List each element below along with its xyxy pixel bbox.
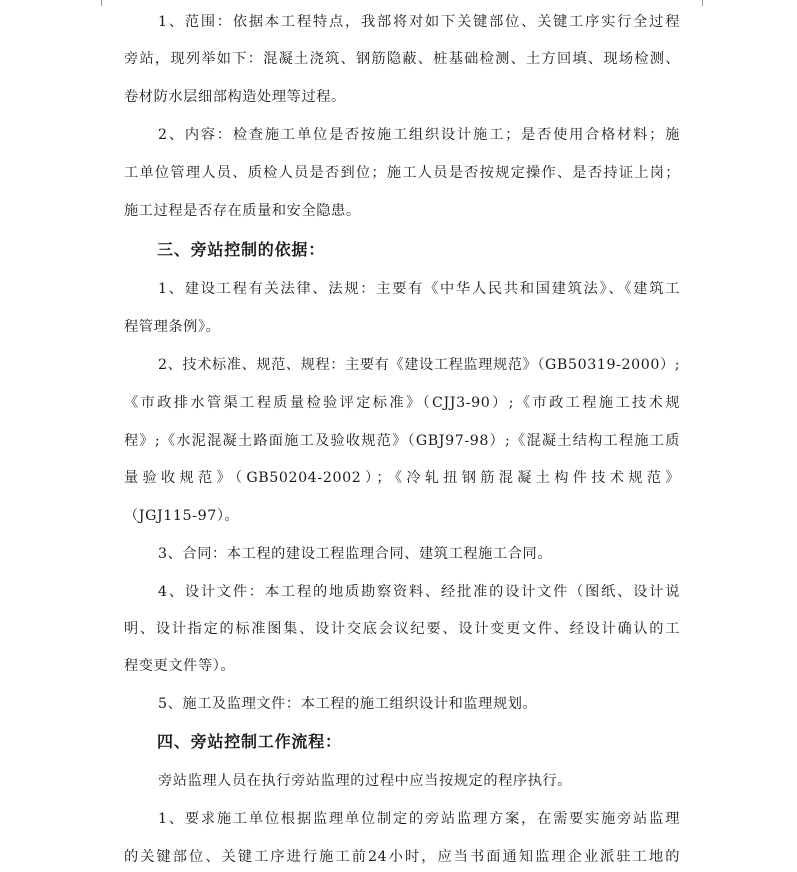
paragraph-line: 施工过程是否存在质量和安全隐患。: [124, 203, 361, 219]
paragraph-line: 1、范围：依据本工程特点，我部将对如下关键部位、关键工序实行全过程: [158, 14, 680, 30]
paragraph-line: 量验收规范》（GB50204-2002）；《冷轧扭钢筋混凝土构件技术规范》: [124, 470, 680, 486]
paragraph-line: 2、内容：检查施工单位是否按施工组织设计施工；是否使用合格材料；施: [158, 127, 680, 143]
paragraph-line: 《市政排水管渠工程质量检验评定标准》（CJJ3-90）;《市政工程施工技术规: [124, 395, 680, 411]
paragraph-line: 2、技术标准、规范、规程：主要有《建设工程监理规范》（GB50319-2000）;: [158, 357, 681, 373]
paragraph-line: 旁站，现列举如下：混凝土浇筑、钢筋隐蔽、桩基础检测、土方回填、现场检测、: [124, 51, 680, 67]
paragraph-line: 4、设计文件：本工程的地质勘察资料、经批准的设计文件（图纸、设计说: [158, 584, 680, 600]
paragraph-line: 明、设计指定的标准图集、设计交底会议纪要、设计变更文件、经设计确认的工: [124, 621, 680, 637]
section-heading: 三、旁站控制的依据：: [157, 240, 326, 259]
paragraph-line: 程》;《水泥混凝土路面施工及验收规范》（GBJ97-98）;《混凝土结构工程施工质: [124, 433, 680, 449]
page-margin-marker-right: [702, 0, 703, 6]
paragraph-line: （JGJ115-97）。: [124, 508, 240, 524]
page-margin-marker-left: [101, 0, 102, 6]
paragraph-line: 旁站监理人员在执行旁站监理的过程中应当按规定的程序执行。: [158, 773, 573, 789]
paragraph-line: 的关键部位、关键工序进行施工前24小时，应当书面通知监理企业派驻工地的: [124, 849, 680, 865]
paragraph-line: 卷材防水层细部构造处理等过程。: [124, 89, 346, 105]
paragraph-line: 5、施工及监理文件：本工程的施工组织设计和监理规划。: [158, 696, 538, 712]
paragraph-line: 1、建设工程有关法律、法规：主要有《中华人民共和国建筑法》、《建筑工: [158, 281, 680, 297]
paragraph-line: 程管理条例》。: [124, 319, 221, 335]
section-heading: 四、旁站控制工作流程：: [157, 732, 342, 751]
paragraph-line: 程变更文件等）。: [124, 658, 236, 674]
paragraph-line: 1、要求施工单位根据监理单位制定的旁站监理方案，在需要实施旁站监理: [158, 811, 680, 827]
paragraph-line: 3、合同：本工程的建设工程监理合同、建筑工程施工合同。: [158, 546, 553, 562]
paragraph-line: 工单位管理人员、质检人员是否到位；施工人员是否按规定操作、是否持证上岗；: [124, 165, 680, 181]
